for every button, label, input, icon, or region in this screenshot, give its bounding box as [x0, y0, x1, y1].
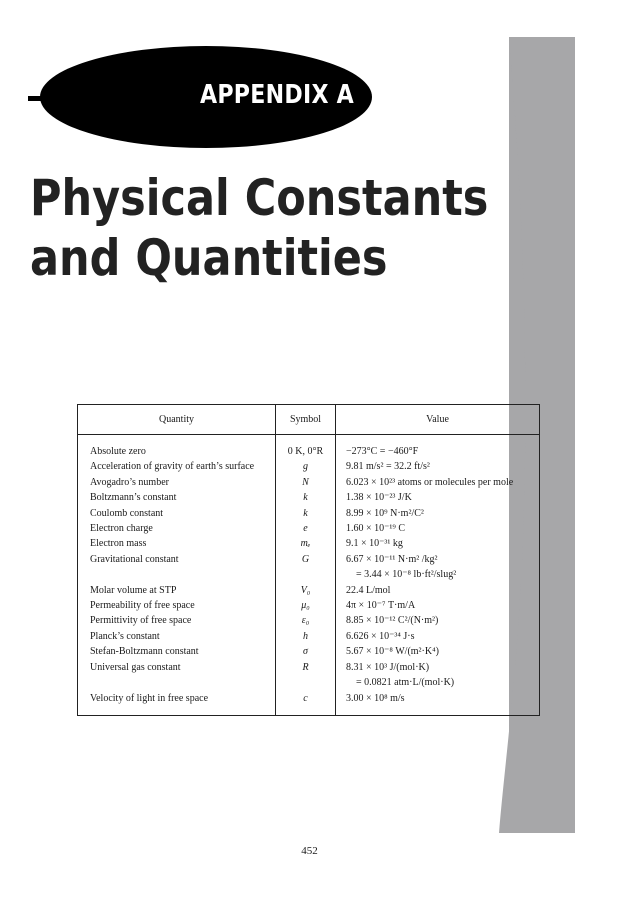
table-header-row	[78, 405, 540, 435]
cell-value	[336, 536, 540, 551]
value-line: 22.4 L/mol	[346, 584, 391, 596]
value-line: 3.00 × 10⁸ m/s	[346, 692, 405, 704]
cell-symbol: V₀	[276, 583, 336, 598]
cell-value	[336, 644, 540, 659]
value-line: 8.31 × 10³ J/(mol·K)	[346, 661, 430, 673]
page-title-line-2: and Quantities	[30, 229, 388, 287]
cell-quantity: Stefan-Boltzmann constant	[90, 646, 199, 658]
cell-symbol: mₑ	[276, 536, 336, 551]
cell-value	[336, 691, 540, 716]
value-line: 4π × 10⁻⁷ T·m/A	[346, 600, 416, 612]
value-line: 1.38 × 10⁻²³ J/K	[346, 492, 412, 504]
table-row	[78, 598, 540, 613]
cell-value	[336, 598, 540, 613]
cell-quantity: Avogadro’s number	[90, 476, 169, 488]
value-line: 6.67 × 10⁻¹¹ N·m² /kg²	[346, 553, 438, 565]
value-line: 5.67 × 10⁻⁸ W/(m²·K⁴)	[346, 646, 439, 658]
cell-symbol: e	[276, 521, 336, 536]
cell-symbol: σ	[276, 644, 336, 659]
cell-quantity: Permittivity of free space	[90, 615, 192, 627]
table-row	[78, 660, 540, 691]
table-body	[78, 435, 540, 716]
cell-quantity: Boltzmann’s constant	[90, 492, 177, 504]
cell-symbol: 0 K, 0°R	[276, 435, 336, 460]
table-row	[78, 629, 540, 644]
value-line: −273°C = −460°F	[346, 446, 419, 457]
value-line: = 0.0821 atm·L/(mol·K)	[356, 677, 455, 689]
cell-symbol: G	[276, 552, 336, 583]
table-row	[78, 506, 540, 521]
cell-value	[336, 475, 540, 490]
cell-quantity: Permeability of free space	[90, 600, 195, 612]
page-number: 452	[301, 845, 318, 857]
cell-quantity: Acceleration of gravity of earth’s surface	[90, 461, 255, 473]
constants-table	[77, 404, 540, 716]
cell-symbol: h	[276, 629, 336, 644]
value-line: 9.81 m/s² = 32.2 ft/s²	[346, 461, 430, 473]
appendix-label: APPENDIX A	[200, 80, 355, 110]
value-line: 8.99 × 10⁹ N·m²/C²	[346, 507, 424, 519]
cell-quantity: Electron mass	[90, 538, 147, 550]
cell-value	[336, 552, 540, 583]
table-row	[78, 552, 540, 583]
value-line: 9.1 × 10⁻³¹ kg	[346, 538, 403, 550]
cell-symbol: R	[276, 660, 336, 691]
cell-value	[336, 459, 540, 474]
value-line: 1.60 × 10⁻¹⁹ C	[346, 523, 406, 535]
column-header-value: Value	[336, 405, 540, 435]
table-row	[78, 644, 540, 659]
cell-symbol: g	[276, 459, 336, 474]
table-row	[78, 613, 540, 628]
table-row	[78, 583, 540, 598]
cell-value	[336, 660, 540, 691]
value-line: = 3.44 × 10⁻⁸ lb·ft²/slug²	[356, 569, 457, 581]
table-row	[78, 459, 540, 474]
cell-quantity: Universal gas constant	[90, 661, 181, 673]
cell-quantity: Velocity of light in free space	[90, 692, 209, 704]
cell-symbol: μ₀	[276, 598, 336, 613]
table-row	[78, 435, 540, 460]
cell-symbol: N	[276, 475, 336, 490]
column-header-symbol: Symbol	[276, 405, 336, 435]
value-line: 6.626 × 10⁻³⁴ J·s	[346, 630, 415, 642]
cell-symbol: c	[276, 691, 336, 716]
page-title-line-1: Physical Constants	[30, 169, 489, 227]
cell-quantity: Coulomb constant	[90, 507, 164, 519]
cell-value	[336, 490, 540, 505]
cell-quantity: Molar volume at STP	[90, 584, 177, 596]
table-row	[78, 521, 540, 536]
cell-value	[336, 613, 540, 628]
value-line: 8.85 × 10⁻¹² C²/(N·m²)	[346, 615, 439, 627]
cell-quantity: Electron charge	[90, 523, 153, 535]
cell-quantity: Gravitational constant	[90, 553, 179, 565]
cell-value	[336, 506, 540, 521]
cell-symbol: k	[276, 506, 336, 521]
table-row	[78, 536, 540, 551]
cell-value	[336, 521, 540, 536]
value-line: 6.023 × 10²³ atoms or molecules per mole	[346, 476, 514, 488]
column-header-quantity: Quantity	[78, 405, 276, 435]
page-title	[30, 168, 489, 288]
cell-quantity: Absolute zero	[90, 446, 146, 457]
table-row	[78, 475, 540, 490]
cell-symbol: k	[276, 490, 336, 505]
table-row	[78, 490, 540, 505]
cell-symbol: ε₀	[276, 613, 336, 628]
cell-value	[336, 629, 540, 644]
header-rule	[28, 96, 168, 101]
cell-value	[336, 435, 540, 460]
cell-value	[336, 583, 540, 598]
cell-quantity: Planck’s constant	[90, 630, 160, 642]
table-row	[78, 691, 540, 716]
